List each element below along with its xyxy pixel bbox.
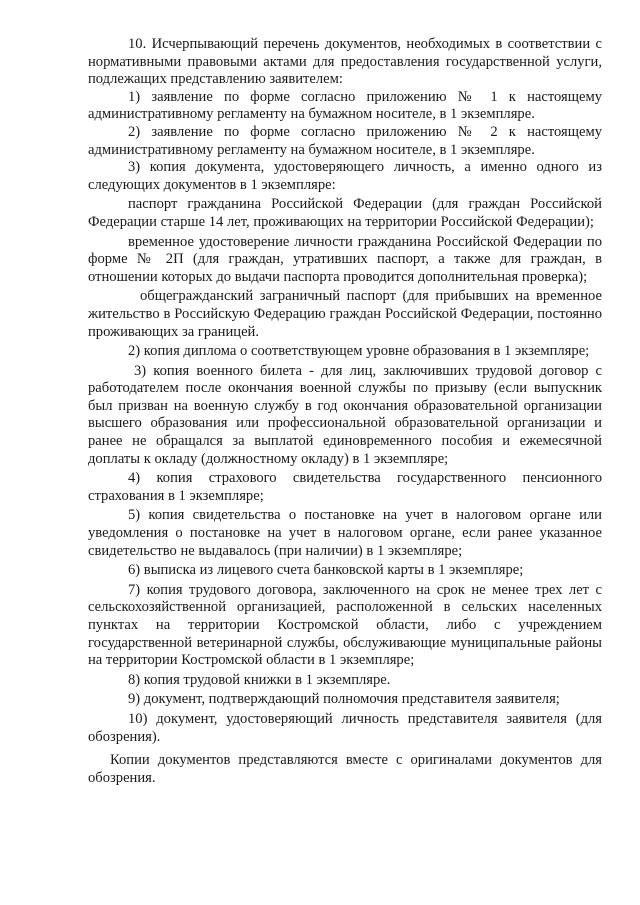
list-item-1: 1) заявление по форме согласно приложению № 1 к настоящему административному регламенту на бумажном носителе, в 1 экземпляре. — [88, 88, 602, 123]
list-item-diploma: 2) копия диплома о соответствующем уровне образования в 1 экземпляре; — [128, 343, 590, 360]
list-item-pension-certificate: 4) копия страхового свидетельства государственного пенсионного страхования в 1 экземпляре; — [88, 470, 602, 504]
list-item-military-id: 3) копия военного билета - для лиц, заключивших трудовой договор с работодателем после окончания военной службы по призыву (если выпускник был призван на военную службу в год окончания образовательной организации высшего образования или профессиональной образовательной организации и ранее не обращался за выплатой единовременного пособия и ежемесячной доплаты к окладу (должностному окладу) в 1 экземпляре; — [88, 362, 602, 467]
sub-item-passport: паспорт гражданина Российской Федерации (для граждан Российской Федерации старше 14 лет, проживающих на территории Российской Федерации); — [88, 196, 602, 230]
list-item-labor-contract: 7) копия трудового договора, заключенного на срок не менее трех лет с сельскохозяйственной организацией, расположенной в сельских населенных пунктах на территории Костромской области, либо с учреждением государственной ветеринарной службы, обслуживающие муниципальные районы на территории Костромской области в 1 экземпляре; — [88, 581, 602, 669]
paragraph-10-heading: 10. Исчерпывающий перечень документов, необходимых в соответствии с нормативными правовыми актами для предоставления государственной услуги, подлежащих представлению заявителем: — [88, 36, 602, 88]
closing-note: Копии документов представляются вместе с оригиналами документов для обозрения. — [88, 752, 602, 786]
list-item-3: 3) копия документа, удостоверяющего личность, а именно одного из следующих документов в 1 экземпляре: — [88, 159, 602, 193]
sub-item-foreign-passport: общегражданский заграничный паспорт (для прибывших на временное жительство в Российскую Федерацию граждан Российской Федерации, постоянно проживающих за границей. — [88, 288, 602, 340]
list-item-authority-document: 9) документ, подтверждающий полномочия представителя заявителя; — [128, 691, 560, 708]
list-item-representative-id: 10) документ, удостоверяющий личность представителя заявителя (для обозрения). — [88, 710, 602, 745]
list-item-work-book: 8) копия трудовой книжки в 1 экземпляре. — [128, 671, 391, 688]
list-item-2: 2) заявление по форме согласно приложению № 2 к настоящему административному регламенту на бумажном носителе, в 1 экземпляре. — [88, 123, 602, 158]
list-item-bank-statement: 6) выписка из лицевого счета банковской карты в 1 экземпляре; — [128, 562, 524, 579]
sub-item-temporary-id: временное удостоверение личности гражданина Российской Федерации по форме № 2П (для граждан, утративших паспорт, а также для граждан, в отношении которых до выдачи паспорта проводится дополнительная проверка); — [88, 233, 602, 285]
list-item-tax-certificate: 5) копия свидетельства о постановке на учет в налоговом органе или уведомления о постановке на учет в налоговом органе, если ранее указанное свидетельство не выдавалось (при наличии) в 1 экземпляре; — [88, 507, 602, 559]
